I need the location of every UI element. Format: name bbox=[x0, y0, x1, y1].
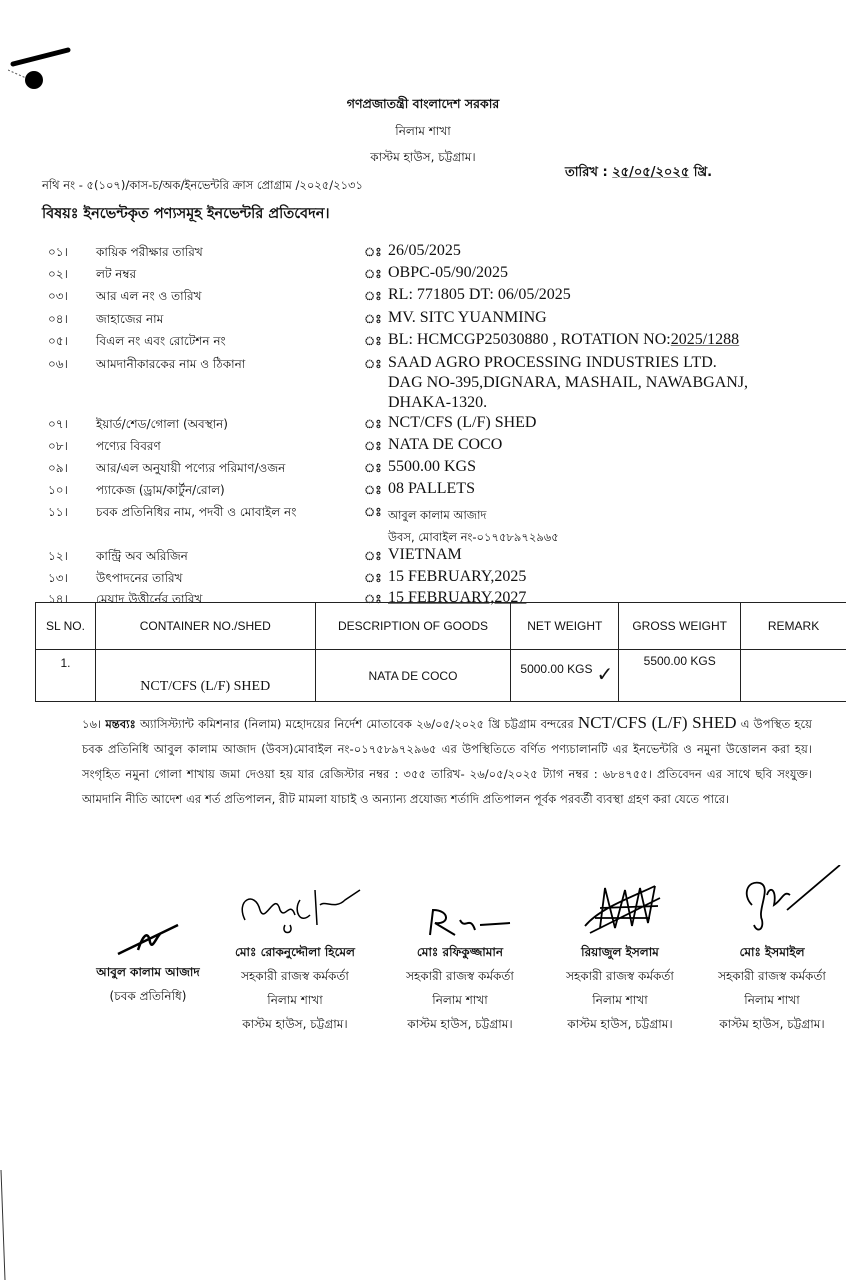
field-value: 5500.00 KGS bbox=[388, 458, 477, 475]
field-number: ১৩। bbox=[48, 571, 68, 585]
signatory-office: কাস্টম হাউস, চট্টগ্রাম। bbox=[567, 1017, 673, 1031]
checkmark-icon: ✓ bbox=[596, 664, 614, 686]
signature-image bbox=[108, 920, 188, 960]
signatory-name: মোঃ রফিকুজ্জামান bbox=[416, 945, 504, 959]
field-colon: ঃ bbox=[364, 483, 382, 497]
field-label: প্যাকেজ (ড্রাম/কার্টুন/রোল) bbox=[96, 483, 225, 497]
signatory-office: কাস্টম হাউস, চট্টগ্রাম। bbox=[407, 1017, 513, 1031]
signatory-block bbox=[78, 920, 218, 1008]
field-number: ১৪। bbox=[48, 592, 68, 606]
punch-hole-mark bbox=[8, 40, 78, 100]
field-colon: ঃ bbox=[364, 289, 382, 303]
importer-city: DHAKA-1320. bbox=[388, 394, 488, 411]
signatory-block bbox=[702, 865, 842, 1036]
signatory-branch: নিলাম শাখা bbox=[744, 993, 800, 1007]
cell-remark bbox=[741, 650, 846, 702]
signature-image bbox=[570, 878, 670, 940]
field-colon: ঃ bbox=[364, 334, 382, 348]
importer-name: SAAD AGRO PROCESSING INDUSTRIES LTD. bbox=[388, 354, 717, 371]
cell-net-weight bbox=[511, 650, 619, 702]
field-number: ০১। bbox=[48, 245, 68, 259]
signatory-name: আবুল কালাম আজাদ bbox=[96, 965, 200, 979]
field-value: 08 PALLETS bbox=[388, 480, 475, 497]
column-header: NET WEIGHT bbox=[511, 603, 619, 650]
remarks-text-2: এ উপস্থিত হয়ে চবক প্রতিনিধি আবুল কালাম আজাদ (উবস)মোবাইল নং-০১৭৫৮৯৭২৯৬৫ এর উপস্থিতিতে বর্ণিত পণ্যচালানটি এর ইনভেন্টরি ও নমুনা উত্তোলন করা হয়। সংগৃহিত নমুনা গোলা শাখায় জমা দেওয়া হয় যার রেজিস্টার নম্বর : ৩৫৫ তারিখ- ২৬/০৫/২০২৫ ট্যাগ নম্বর : ৬৮৪৭৫৫। প্রতিবেদন এর সাথে ছবি সংযুক্ত। আমদানি নীতি আদেশ এর শর্ত প্রতিপালন, রীট মামলা যাচাই ও অন্যান্য প্রযোজ্য শর্তাদি প্রতিপালন পূর্বক পরবর্তী ব্যবস্থা গ্রহণ করা যেতে পারে। bbox=[82, 717, 812, 806]
field-number: ০৬। bbox=[48, 357, 68, 371]
reference-number: নথি নং - ৫(১০৭)/কাস-চ/অক/ইনভেন্টরি ক্রাস প্রোগ্রাম /২০২৫/২১৩১ bbox=[42, 178, 364, 192]
signatory-name: মোঃ ইসমাইল bbox=[739, 945, 805, 959]
field-value: 15 FEBRUARY,2027 bbox=[388, 589, 527, 606]
field-label: উৎপাদনের তারিখ bbox=[96, 571, 183, 585]
column-header: CONTAINER NO./SHED bbox=[95, 603, 315, 650]
field-number: ০৭। bbox=[48, 417, 68, 431]
signature-image bbox=[405, 905, 515, 940]
signature-image bbox=[702, 865, 842, 940]
field-colon: ঃ bbox=[364, 592, 382, 606]
field-label: বিএল নং এবং রোটেশন নং bbox=[96, 334, 226, 348]
field-label: কান্ট্রি অব অরিজিন bbox=[96, 549, 188, 563]
signatory-title: (চবক প্রতিনিধি) bbox=[109, 989, 187, 1003]
field-colon: ঃ bbox=[364, 357, 382, 371]
subject-line: বিষয়ঃ ইনভেন্টকৃত পণ্যসমূহ ইনভেন্টরি প্রতিবেদন। bbox=[42, 206, 330, 222]
signatory-title: সহকারী রাজস্ব কর্মকর্তা bbox=[566, 969, 674, 983]
branch-title: নিলাম শাখা bbox=[395, 124, 451, 138]
field-number: ১২। bbox=[48, 549, 68, 563]
field-colon: ঃ bbox=[364, 417, 382, 431]
field-label: আমদানীকারকের নাম ও ঠিকানা bbox=[96, 357, 246, 371]
field-value: OBPC-05/90/2025 bbox=[388, 264, 509, 281]
bl-number: BL: HCMCGP25030880 , ROTATION NO: bbox=[388, 331, 671, 348]
field-label: লট নম্বর bbox=[96, 267, 137, 281]
field-colon: ঃ bbox=[364, 439, 382, 453]
field-number: ০৪। bbox=[48, 312, 68, 326]
field-colon: ঃ bbox=[364, 571, 382, 585]
field-colon: ঃ bbox=[364, 461, 382, 475]
field-value: 26/05/2025 bbox=[388, 242, 461, 259]
field-label: কায়িক পরীক্ষার তারিখ bbox=[96, 245, 203, 259]
date-label: তারিখ : bbox=[565, 165, 608, 180]
field-value: NCT/CFS (L/F) SHED bbox=[388, 414, 537, 431]
signatory-branch: নিলাম শাখা bbox=[592, 993, 648, 1007]
signatory-branch: নিলাম শাখা bbox=[267, 993, 323, 1007]
cell-description: NATA DE COCO bbox=[315, 650, 511, 702]
date-suffix: খ্রি. bbox=[693, 165, 713, 180]
cell-container: NCT/CFS (L/F) SHED bbox=[95, 650, 315, 702]
field-number: ০৩। bbox=[48, 289, 68, 303]
signatory-title: সহকারী রাজস্ব কর্মকর্তা bbox=[406, 969, 514, 983]
field-value: 15 FEBRUARY,2025 bbox=[388, 568, 527, 585]
field-colon: ঃ bbox=[364, 267, 382, 281]
signatory-office: কাস্টম হাউস, চট্টগ্রাম। bbox=[242, 1017, 348, 1031]
signatory-block bbox=[390, 905, 530, 1036]
field-number: ১১। bbox=[48, 505, 68, 519]
representative-name: আবুল কালাম আজাদ bbox=[388, 508, 487, 522]
column-header: DESCRIPTION OF GOODS bbox=[315, 603, 511, 650]
field-value: MV. SITC YUANMING bbox=[388, 309, 547, 326]
field-number: ০২। bbox=[48, 267, 68, 281]
rotation-number: 2025/1288 bbox=[670, 331, 740, 348]
field-value bbox=[388, 330, 739, 350]
column-header: SL NO. bbox=[36, 603, 96, 650]
signatory-name: মোঃ রোকনুদ্দৌলা হিমেল bbox=[235, 945, 355, 959]
field-number: ০৮। bbox=[48, 439, 68, 453]
representative-mobile: উবস, মোবাইল নং-০১৭৫৮৯৭২৯৬৫ bbox=[388, 530, 559, 544]
field-value bbox=[388, 353, 748, 413]
remarks-text-1: অ্যাসিস্ট্যান্ট কমিশনার (নিলাম) মহোদয়ের নির্দেশ মোতাবেক ২৬/০৫/২০২৫ খ্রি চট্টগ্রাম বন্দরের bbox=[139, 717, 574, 731]
field-label: মেয়াদ উত্তীর্নের তারিখ bbox=[96, 592, 203, 606]
table-header-row bbox=[36, 603, 846, 650]
signatory-branch: নিলাম শাখা bbox=[432, 993, 488, 1007]
field-value bbox=[388, 504, 559, 548]
remarks-label: মন্তব্যঃ bbox=[105, 717, 136, 731]
office-title: কাস্টম হাউস, চট্টগ্রাম। bbox=[370, 150, 476, 164]
field-label: পণ্যের বিবরণ bbox=[96, 439, 161, 453]
field-label: চবক প্রতিনিধির নাম, পদবী ও মোবাইল নং bbox=[96, 505, 297, 519]
signatory-title: সহকারী রাজস্ব কর্মকর্তা bbox=[241, 969, 349, 983]
signatory-office: কাস্টম হাউস, চট্টগ্রাম। bbox=[719, 1017, 825, 1031]
scan-edge-line bbox=[0, 1170, 10, 1280]
column-header: GROSS WEIGHT bbox=[619, 603, 741, 650]
field-label: আর/এল অনুযায়ী পণ্যের পরিমাণ/ওজন bbox=[96, 461, 286, 475]
signatory-title: সহকারী রাজস্ব কর্মকর্তা bbox=[718, 969, 826, 983]
government-title: গণপ্রজাতন্ত্রী বাংলাদেশ সরকার bbox=[346, 96, 500, 111]
document-date bbox=[565, 163, 712, 184]
field-number: ১০। bbox=[48, 483, 68, 497]
field-label: ইয়ার্ড/শেড/গোলা (অবস্থান) bbox=[96, 417, 228, 431]
signature-image bbox=[225, 880, 365, 940]
field-label: আর এল নং ও তারিখ bbox=[96, 289, 202, 303]
field-value: NATA DE COCO bbox=[388, 436, 503, 453]
field-label: জাহাজের নাম bbox=[96, 312, 164, 326]
cell-gross-weight: 5500.00 KGS bbox=[619, 650, 741, 702]
remarks-paragraph bbox=[82, 710, 812, 812]
net-weight-value: 5000.00 KGS bbox=[520, 662, 593, 676]
remarks-number: ১৬। bbox=[82, 717, 102, 731]
table-row bbox=[36, 650, 846, 702]
goods-table bbox=[35, 602, 846, 702]
signatory-block bbox=[220, 880, 370, 1036]
remarks-location: NCT/CFS (L/F) SHED bbox=[577, 713, 737, 732]
field-colon: ঃ bbox=[364, 312, 382, 326]
field-number: ০৫। bbox=[48, 334, 68, 348]
field-value: RL: 771805 DT: 06/05/2025 bbox=[388, 286, 571, 303]
cell-sl: 1. bbox=[36, 650, 96, 702]
field-colon: ঃ bbox=[364, 505, 382, 519]
importer-address: DAG NO-395,DIGNARA, MASHAIL, NAWABGANJ, bbox=[388, 374, 749, 391]
signatory-name: রিয়াজুল ইসলাম bbox=[581, 945, 659, 959]
field-value: VIETNAM bbox=[388, 546, 462, 563]
column-header: REMARK bbox=[741, 603, 846, 650]
field-colon: ঃ bbox=[364, 245, 382, 259]
date-value: ২৫/০৫/২০২৫ bbox=[612, 165, 690, 180]
field-number: ০৯। bbox=[48, 461, 68, 475]
field-colon: ঃ bbox=[364, 549, 382, 563]
signatory-block bbox=[550, 878, 690, 1036]
